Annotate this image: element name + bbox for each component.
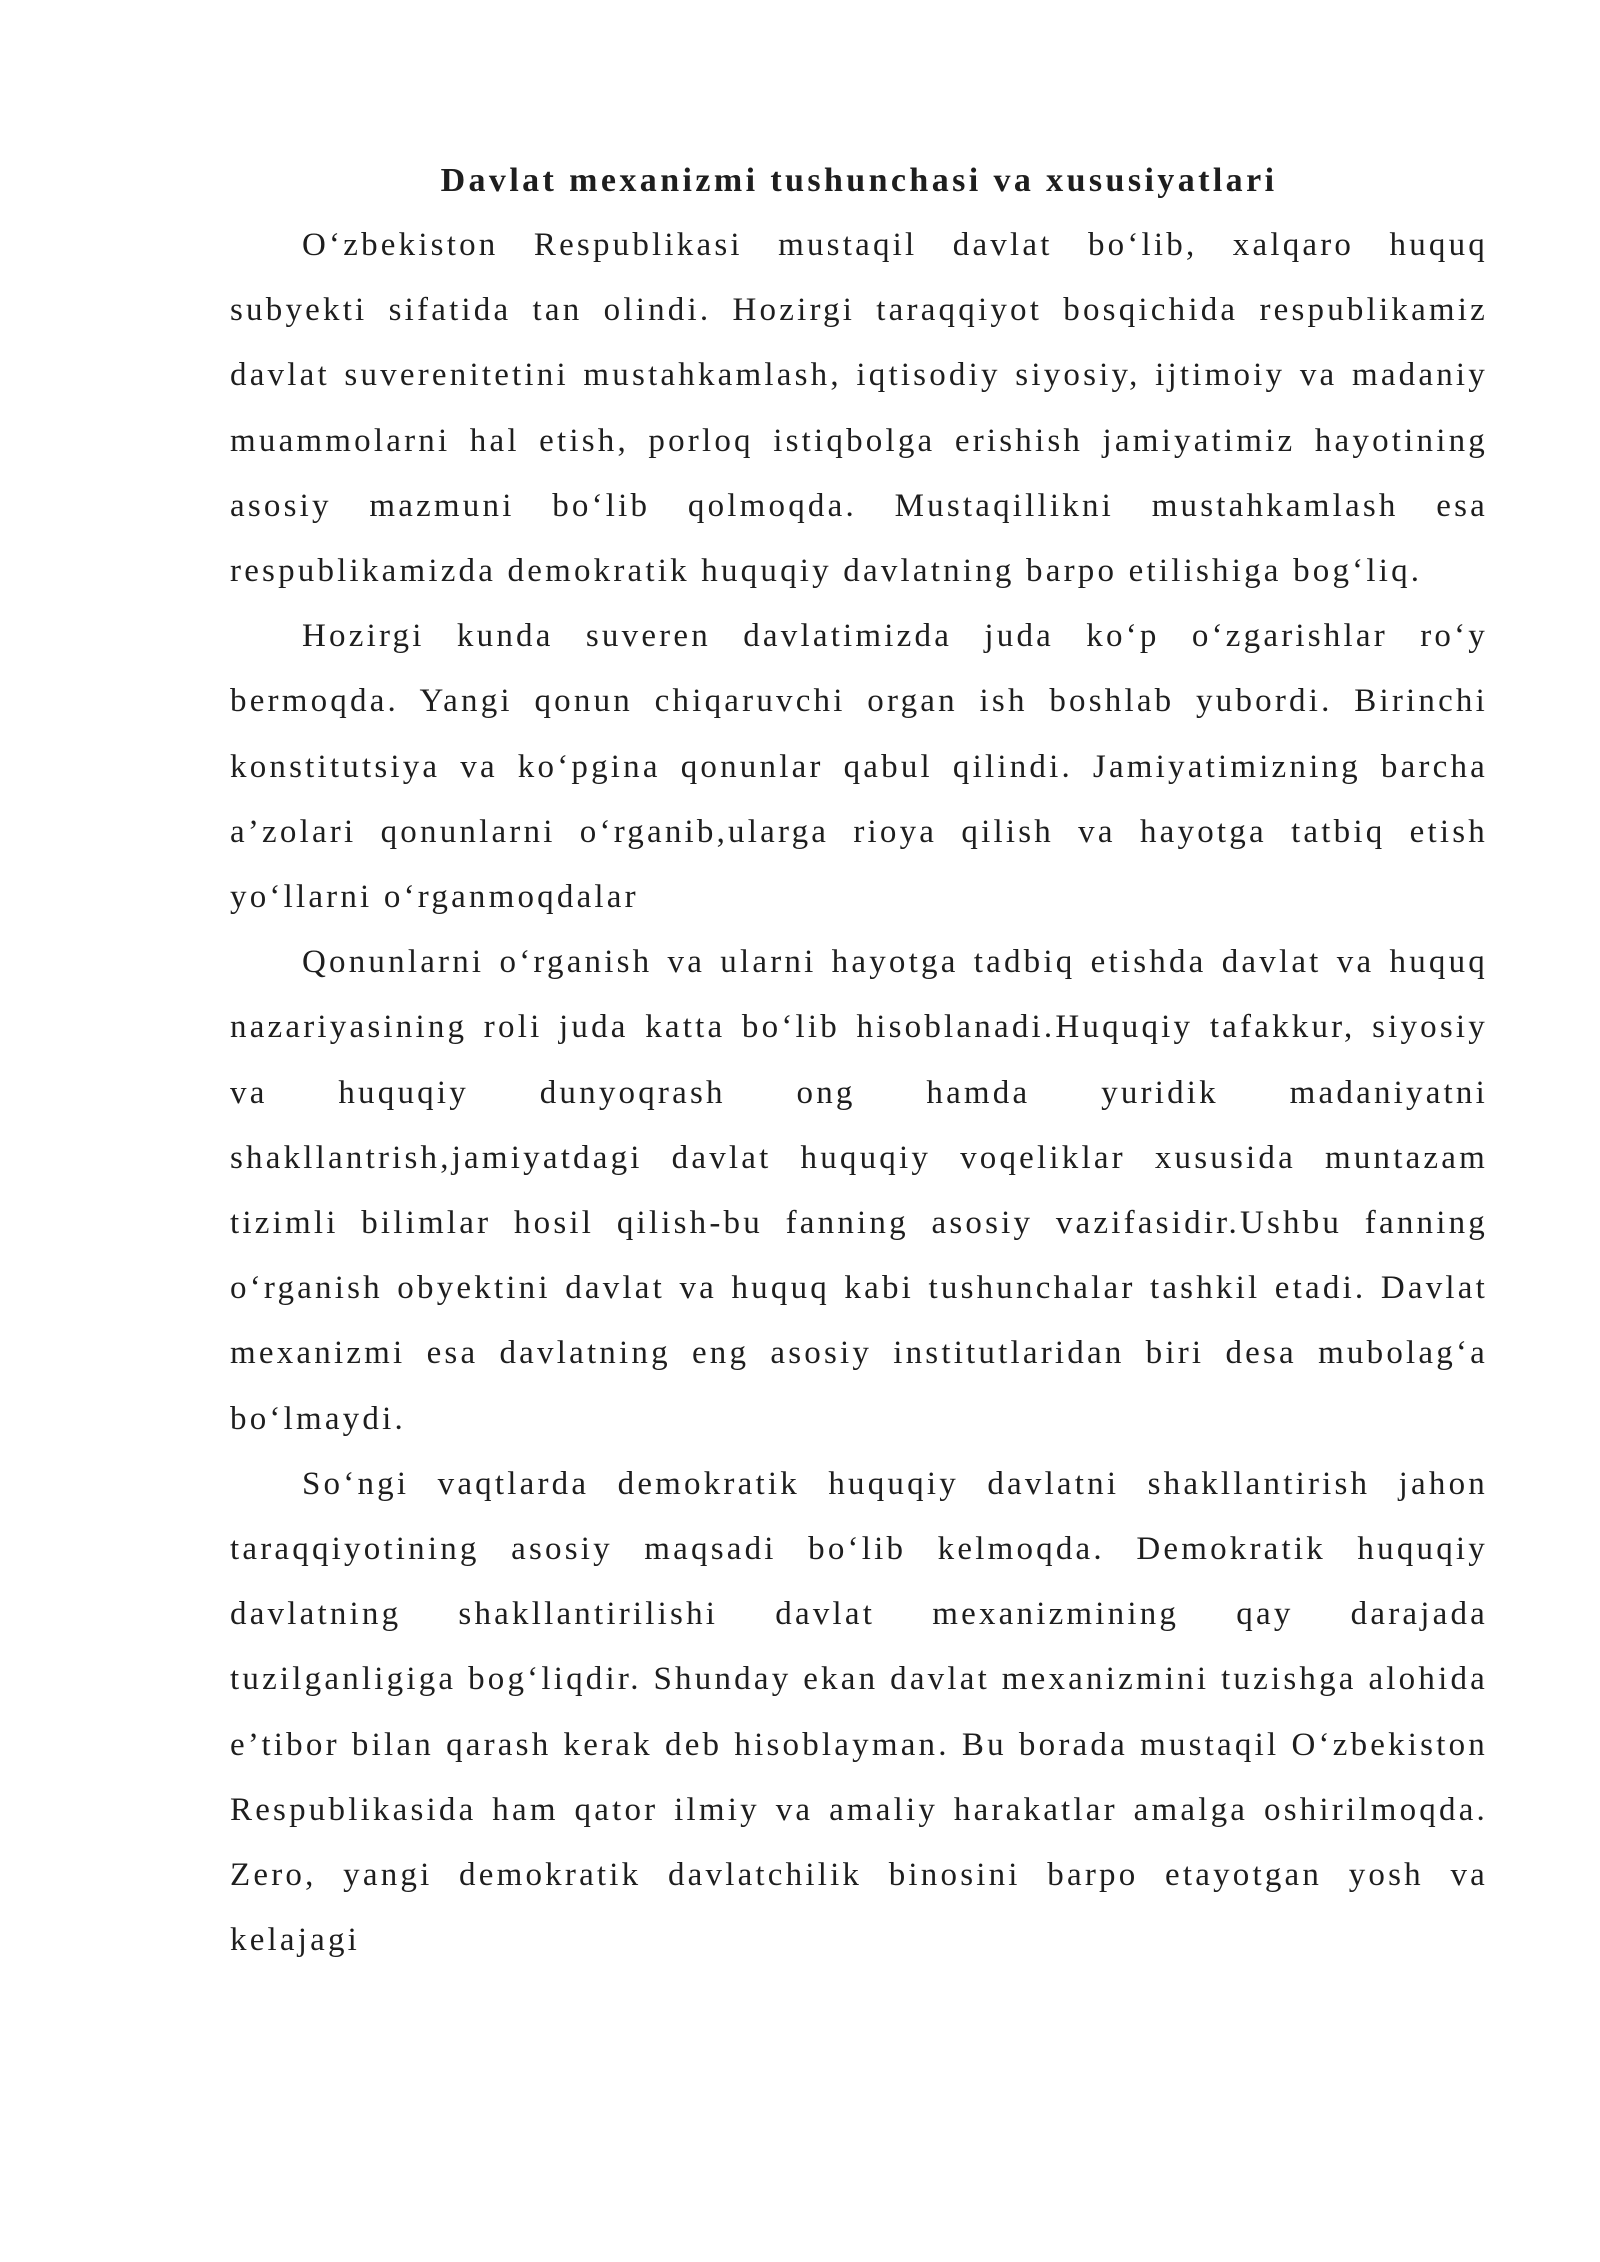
paragraph-2: Hozirgi kunda suveren davlatimizda juda ko‘p o‘zgarishlar ro‘y bermoqda. Yangi qonun chiqaruvchi organ ish boshlab yubordi. Birinchi konstitutsiya va ko‘pgina qonunlar qabul qilindi. Jamiyatimizning barcha a’zolari qonunlarni o‘rganib,ularga rioya qilish va hayotga tatbiq etish yo‘llarni o‘rganmoqdalar — [230, 618, 1488, 916]
paragraph-3: Qonunlarni o‘rganish va ularni hayotga tadbiq etishda davlat va huquq nazariyasining roli juda katta bo‘lib hisoblanadi.Huquqiy tafakkur, siyosiy va huquqiy dunyoqrash ong hamda yuridik madaniyatni shakllantrish,jamiyatdagi davlat huquqiy voqeliklar xususida muntazam tizimli bilimlar hosil qilish-bu fanning asosiy vazifasidir.Ushbu fanning o‘rganish obyektini davlat va huquq kabi tushunchalar tashkil etadi. Davlat mexanizmi esa davlatning eng asosiy institutlaridan biri desa mubolag‘a bo‘lmaydi. — [230, 944, 1488, 1437]
document-body — [230, 148, 1488, 1973]
paragraph-4: So‘ngi vaqtlarda demokratik huquqiy davlatni shakllantirish jahon taraqqiyotining asosiy maqsadi bo‘lib kelmoqda. Demokratik huquqiy davlatning shakllantirilishi davlat mexanizmining qay darajada tuzilganligiga bog‘liqdir. Shunday ekan davlat mexanizmini tuzishga alohida e’tibor bilan qarash kerak deb hisoblayman. Bu borada mustaqil O‘zbekiston Respublikasida ham qator ilmiy va amaliy harakatlar amalga oshirilmoqda. Zero, yangi demokratik davlatchilik binosini barpo etayotgan yosh va kelajagi — [230, 1465, 1488, 1959]
paragraph-1: O‘zbekiston Respublikasi mustaqil davlat bo‘lib, xalqaro huquq subyekti sifatida tan olindi. Hozirgi taraqqiyot bosqichida respublikamiz davlat suverenitetini mustahkamlash, iqtisodiy siyosiy, ijtimoiy va madaniy muammolarni hal etish, porloq istiqbolga erishish jamiyatimiz hayotining asosiy mazmuni bo‘lib qolmoqda. Mustaqillikni mustahkamlash esa respublikamizda demokratik huquqiy davlatning barpo etilishiga bog‘liq. — [230, 227, 1488, 590]
document-title: Davlat mexanizmi tushunchasi va xususiyatlari — [440, 162, 1278, 199]
